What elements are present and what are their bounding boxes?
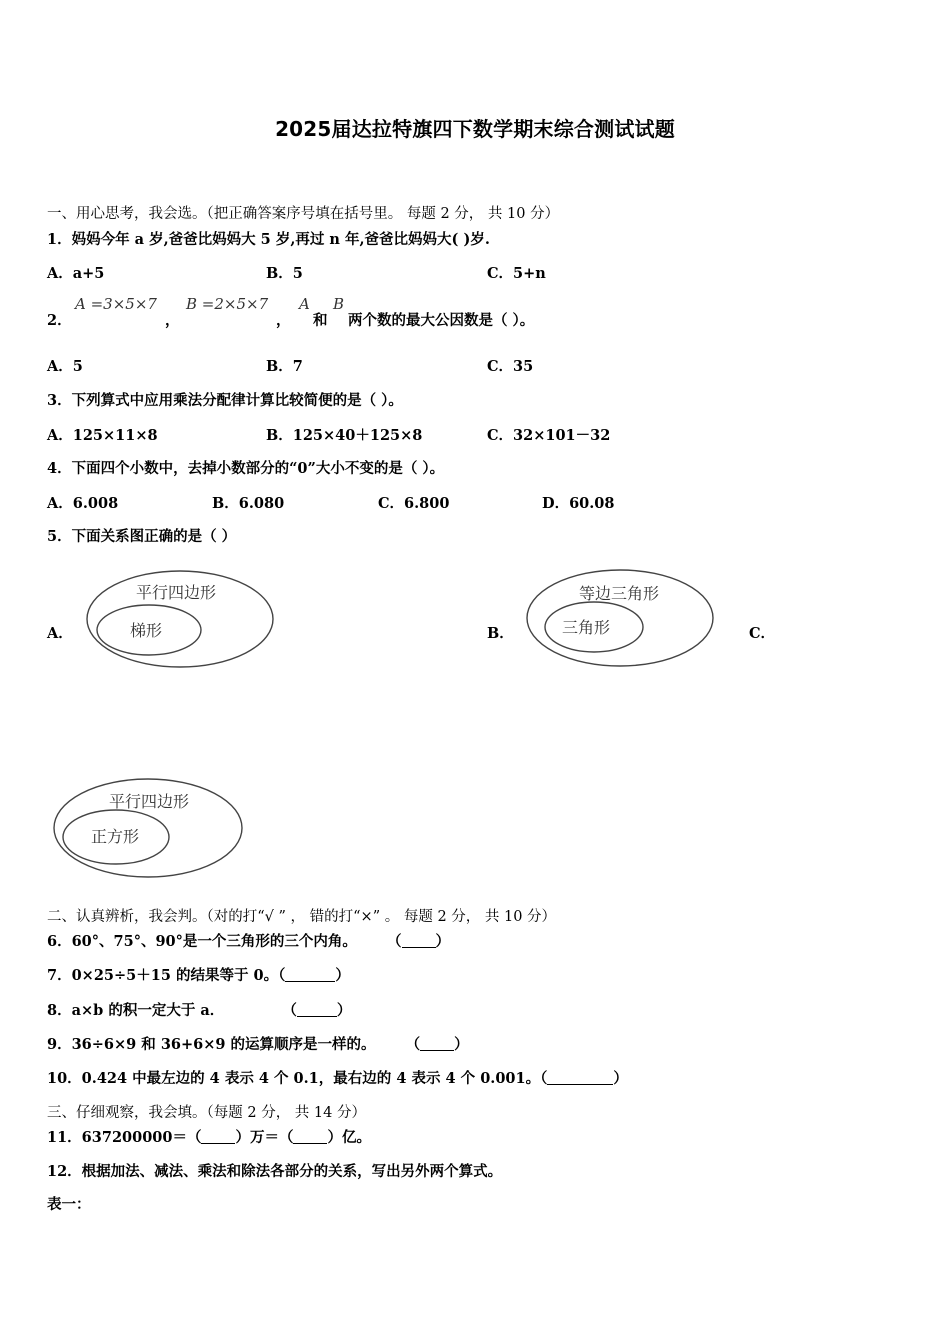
- question-6: [47, 930, 450, 951]
- q5-diagram-a: [84, 567, 276, 671]
- q11-part-2: ）万＝（: [235, 1129, 294, 1146]
- q2-expression-a: A =3×5×7: [75, 295, 157, 313]
- outer-label: 平行四边形: [136, 583, 217, 602]
- q4-option-a: A．6.008: [47, 495, 119, 512]
- q3-option-c: C．32×101－32: [487, 427, 611, 444]
- q2-option-c: C．35: [487, 358, 534, 375]
- q11-blank-1[interactable]: [201, 1129, 235, 1144]
- q6-close: ）: [435, 933, 450, 950]
- q9-open: （: [405, 1036, 421, 1053]
- inner-label: 梯形: [130, 621, 163, 640]
- q1-option-b: B．5: [266, 265, 303, 282]
- question-1: 1．妈妈今年 a 岁,爸爸比妈妈大 5 岁,再过 n 年,爸爸比妈妈大( )岁.: [47, 231, 490, 248]
- q7-text: 7．0×25÷5＋15 的结果等于 0。（: [47, 967, 286, 984]
- question-9: [47, 1033, 469, 1054]
- inner-label: 正方形: [91, 827, 140, 846]
- q2-option-a: A．5: [47, 358, 83, 375]
- q3-option-b: B．125×40＋125×8: [266, 427, 423, 444]
- section1-heading: 一、用心思考，我会选。（把正确答案序号填在括号里。 每题 2 分， 共 10 分）: [47, 206, 560, 222]
- q5-diagram-c: [51, 775, 245, 881]
- section2-heading: 二、认真辨析，我会判。（对的打“√ ” ， 错的打“×” 。 每题 2 分， 共 10 分）: [47, 909, 557, 925]
- q4-option-c: C．6.800: [378, 495, 450, 512]
- page-title: 2025届达拉特旗四下数学期末综合测试试题: [275, 117, 675, 141]
- q7-close: ）: [335, 967, 350, 984]
- q7-answer-blank[interactable]: [285, 967, 335, 982]
- table-label: 表一：: [47, 1196, 91, 1213]
- q11-part-3: ）亿。: [327, 1129, 371, 1146]
- question-5: 5．下面关系图正确的是（ ）: [47, 528, 237, 545]
- q10-text: 10．0.424 中最左边的 4 表示 4 个 0.1，最右边的 4 表示 4 个 0.001。（: [47, 1070, 548, 1087]
- q4-option-b: B．6.080: [212, 495, 285, 512]
- q2-separator-1: ，: [165, 312, 180, 329]
- q3-option-a: A．125×11×8: [47, 427, 158, 444]
- q8-text: 8．a×b 的积一定大于 a．: [47, 1002, 225, 1019]
- q6-text: 6．60°、75°、90°是一个三角形的三个内角。: [47, 933, 357, 950]
- q9-answer-blank[interactable]: [420, 1036, 454, 1051]
- q1-option-a: A．a+5: [47, 265, 105, 282]
- q4-option-d: D．60.08: [542, 495, 615, 512]
- outer-label: 等边三角形: [579, 584, 660, 603]
- q2-text: 两个数的最大公因数是（ ）。: [348, 312, 535, 329]
- q2-expression-b: B =2×5×7: [186, 295, 269, 313]
- section3-heading: 三、仔细观察，我会填。（每题 2 分， 共 14 分）: [47, 1105, 366, 1121]
- q2-option-b: B．7: [266, 358, 303, 375]
- q2-variable-b: B: [333, 295, 345, 313]
- question-7: [47, 964, 350, 985]
- q8-open: （: [282, 1002, 297, 1019]
- question-3: 3．下列算式中应用乘法分配律计算比较简便的是（ ）。: [47, 392, 403, 409]
- q9-text: 9．36÷6×9 和 36+6×9 的运算顺序是一样的。: [47, 1036, 376, 1053]
- q2-variable-a: A: [299, 295, 310, 313]
- q5-option-c-label: C．: [749, 625, 776, 642]
- q11-part-1: 11．637200000＝（: [47, 1129, 202, 1146]
- question-4: 4．下面四个小数中，去掉小数部分的“0”大小不变的是（ ）。: [47, 460, 445, 477]
- q8-close: ）: [336, 1002, 352, 1019]
- question-12: 12．根据加法、减法、乘法和除法各部分的关系，写出另外两个算式。: [47, 1163, 503, 1180]
- q9-close: ）: [454, 1036, 469, 1053]
- q2-and: 和: [313, 312, 328, 329]
- outer-label: 平行四边形: [109, 792, 190, 811]
- question-10: [47, 1067, 628, 1088]
- q10-answer-blank[interactable]: [547, 1070, 613, 1085]
- q2-separator-2: ，: [276, 312, 291, 329]
- q6-answer-blank[interactable]: [402, 933, 436, 948]
- q1-option-c: C．5+n: [487, 265, 546, 282]
- q10-close: ）: [613, 1070, 628, 1087]
- q5-option-a-label: A．: [47, 625, 73, 642]
- q5-diagram-b: [524, 567, 716, 671]
- q11-blank-2[interactable]: [293, 1129, 327, 1144]
- question-11: [47, 1126, 371, 1147]
- question-8: [47, 999, 351, 1020]
- q5-option-b-label: B．: [487, 625, 514, 642]
- q8-answer-blank[interactable]: [297, 1002, 337, 1017]
- inner-label: 三角形: [562, 618, 611, 637]
- q6-open: （: [387, 933, 402, 950]
- q2-number: 2．: [47, 312, 72, 329]
